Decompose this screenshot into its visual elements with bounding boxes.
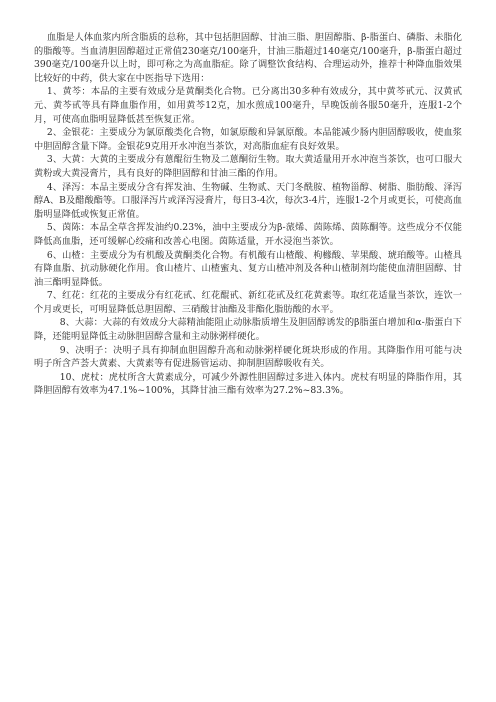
item-paragraph-dahuang: 3、大黄：大黄的主要成分有蒽醌衍生物及二蒽酮衍生物。取大黄适量用开水冲泡当茶饮，也可口服大黄粉或大黄浸膏片，具有良好的降胆固醇和甘油三酯的作用。 <box>34 154 462 179</box>
item-paragraph-honghua: 7、红花：红花的主要成分有红花甙、红花醌甙、新红花甙及红花黄素等。取红花适量当茶饮，连饮一个月或更长，可明显降低总胆固醇、三硝酸甘油酯及非酯化脂肪酸的水平。 <box>34 290 462 315</box>
item-paragraph-huzhang: 10、虎杖：虎杖所含大黄素成分，可减少外源性胆固醇过多进入体内。虎杖有明显的降脂作用，其降胆固醇有效率为47.1%~100%，其降甘油三酯有效率为27.2%~83.3%。 <box>34 371 462 397</box>
item-paragraph-huangqin: 1、黄芩：本品的主要有效成分是黄酮类化合物。已分离出30多种有效成分，其中黄芩甙元、汉黄甙元、黄芩甙等具有降血脂作用，如用黄芩12克，加水煎成100毫升，早晚饭前各服50毫升，连服1-2个月，可使高血脂明显降低甚至恢复正常。 <box>34 86 462 125</box>
item-paragraph-jinyinhua: 2、金银花：主要成分为氯原酸类化合物，如氯原酸和异氯原酸。本品能减少肠内胆固醇吸收，使血浆中胆固醇含量下降。金银花9克用开水冲泡当茶饮，对高脂血症有良好效果。 <box>34 127 462 152</box>
item-paragraph-dasuan: 8、大蒜：大蒜的有效成分大蒜精油能阻止动脉脂质增生及胆固醇诱发的β脂蛋白增加和α-脂蛋白下降，还能明显降低主动脉胆固醇含量和主动脉粥样硬化。 <box>34 317 462 343</box>
intro-paragraph: 血脂是人体血浆内所含脂质的总称，其中包括胆固醇、甘油三脂、胆固醇脂、β-脂蛋白、磷脂、未脂化的脂酸等。当血清胆固醇超过正常值230毫克/100毫升，甘油三脂超过140毫克/100毫升，β-脂蛋白超过390毫克/100毫升以上时，即可称之为高血脂症。除了调整饮食结构、合理运动外，推荐十种降血脂效果比较好的中药，供大家在中医指导下选用： <box>34 32 462 84</box>
item-paragraph-shanzha: 6、山楂：主要成分为有机酸及黄酮类化合物。有机酸有山楂酸、枸橼酸、苹果酸、琥珀酸等。山楂具有降血脂、抗动脉硬化作用。食山楂片、山楂蜜丸、复方山楂冲剂及各种山楂制剂均能使血清胆固醇、甘油三酯明显降低。 <box>34 249 462 288</box>
item-paragraph-juemingzi: 9、决明子：决明子具有抑制血胆固醇升高和动脉粥样硬化斑块形成的作用。其降脂作用可能与决明子所含芦荟大黄素、大黄素等有促进肠管运动、抑制胆固醇吸收有关。 <box>34 344 462 370</box>
item-paragraph-yinchen: 5、茵陈：本品全草含挥发油约0.23%，油中主要成分为β-蒎烯、茵陈烯、茵陈酮等。这些成分不仅能降低高血脂，还可缓解心绞痛和改善心电图。茵陈适量，开水浸泡当茶饮。 <box>34 222 462 247</box>
item-paragraph-zexie: 4、泽泻：本品主要成分含有挥发油、生物碱、生物贰、天门冬酰胺、植物甾醇、树脂、脂肪酸、泽泻醇A、B及醋酸酯等。口服泽泻片或泽泻浸膏片，每日3-4次，每次3-4片，连服1-2个月或更长，可使高血脂明显降低或恢复正常值。 <box>34 181 462 220</box>
